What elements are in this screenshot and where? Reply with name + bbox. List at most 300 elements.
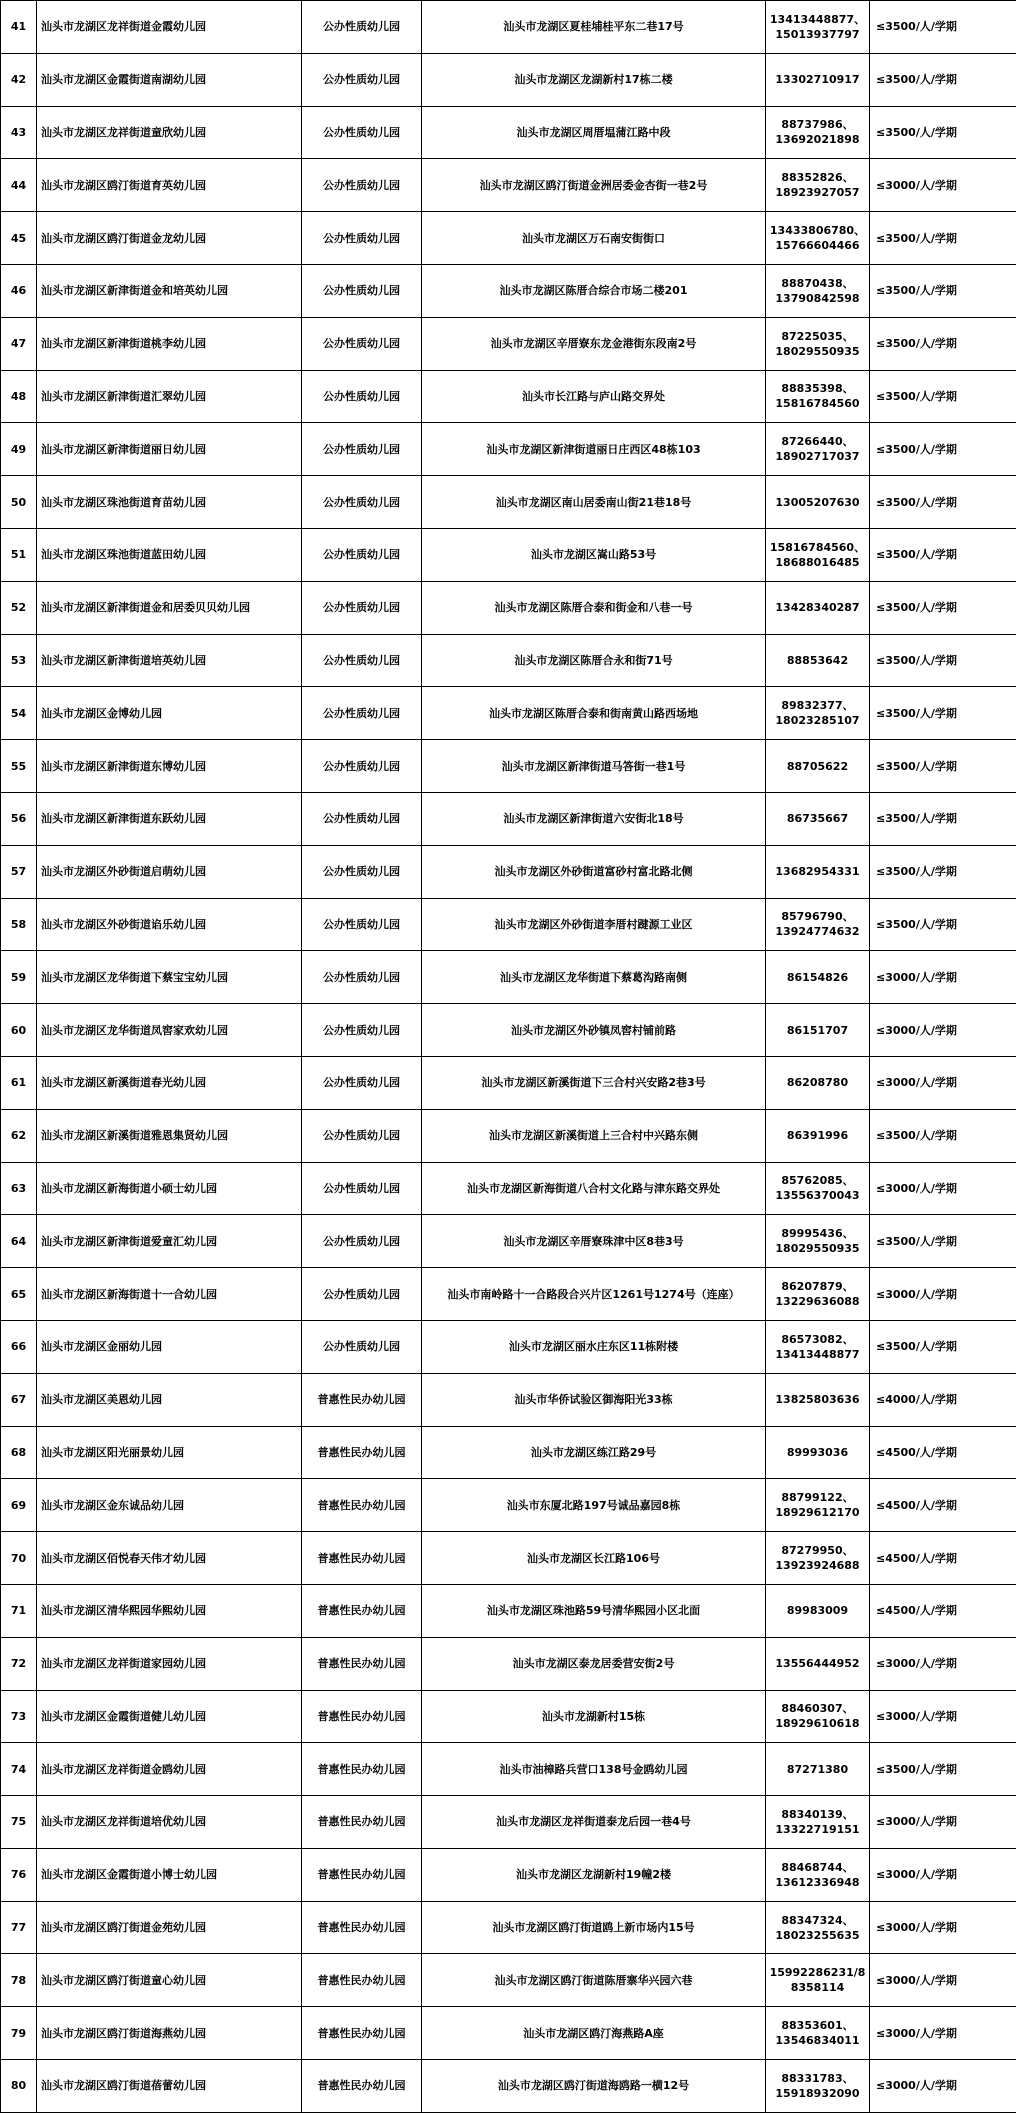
phone-line: 88353601、	[769, 2018, 866, 2033]
phone-line: 86151707	[769, 1023, 866, 1038]
phone-line: 89995436、	[769, 1226, 866, 1241]
table-row	[1, 581, 1016, 634]
kindergarten-address: 汕头市龙湖区外砂镇凤窖村铺前路	[422, 1004, 766, 1057]
table-row	[1, 317, 1016, 370]
kindergarten-type: 普惠性民办幼儿园	[302, 1532, 422, 1585]
kindergarten-name: 汕头市龙湖区新海街道十一合幼儿园	[37, 1268, 302, 1321]
row-number: 75	[1, 1796, 37, 1849]
phone-line: 13612336948	[769, 1875, 866, 1890]
kindergarten-phone	[766, 423, 870, 476]
kindergarten-fee: ≤3500/人/学期	[870, 1215, 1016, 1268]
kindergarten-phone	[766, 740, 870, 793]
kindergarten-type: 公办性质幼儿园	[302, 1004, 422, 1057]
row-number: 44	[1, 159, 37, 212]
kindergarten-phone	[766, 317, 870, 370]
kindergarten-address: 汕头市龙湖区龙湖新村19幢2楼	[422, 1848, 766, 1901]
phone-line: 89993036	[769, 1445, 866, 1460]
kindergarten-name: 汕头市龙湖区清华熙园华熙幼儿园	[37, 1584, 302, 1637]
table-row	[1, 1215, 1016, 1268]
kindergarten-fee: ≤3500/人/学期	[870, 1320, 1016, 1373]
row-number: 48	[1, 370, 37, 423]
kindergarten-name: 汕头市龙湖区龙华街道凤窖家欢幼儿园	[37, 1004, 302, 1057]
kindergarten-phone	[766, 1954, 870, 2007]
kindergarten-address: 汕头市华侨试验区御海阳光33栋	[422, 1373, 766, 1426]
kindergarten-type: 公办性质幼儿园	[302, 53, 422, 106]
kindergarten-phone	[766, 1637, 870, 1690]
kindergarten-phone	[766, 1796, 870, 1849]
row-number: 50	[1, 476, 37, 529]
phone-line: 88737986、	[769, 117, 866, 132]
phone-line: 18023255635	[769, 1928, 866, 1943]
kindergarten-address: 汕头市龙湖区鸥汀街道鸥上新市场内15号	[422, 1901, 766, 1954]
kindergarten-type: 公办性质幼儿园	[302, 1320, 422, 1373]
phone-line: 13005207630	[769, 495, 866, 510]
kindergarten-phone	[766, 951, 870, 1004]
phone-line: 87279950、	[769, 1543, 866, 1558]
kindergarten-address: 汕头市龙湖区鸥汀街道海鸥路一横12号	[422, 2060, 766, 2113]
kindergarten-fee: ≤3000/人/学期	[870, 159, 1016, 212]
phone-line: 18929612170	[769, 1505, 866, 1520]
kindergarten-name: 汕头市龙湖区新津街道爱童汇幼儿园	[37, 1215, 302, 1268]
kindergarten-fee: ≤3000/人/学期	[870, 1004, 1016, 1057]
table-row	[1, 1796, 1016, 1849]
table-row	[1, 740, 1016, 793]
kindergarten-address: 汕头市龙湖区练江路29号	[422, 1426, 766, 1479]
kindergarten-address: 汕头市龙湖区鸥汀街道陈厝寨华兴园六巷	[422, 1954, 766, 2007]
table-row	[1, 2060, 1016, 2113]
kindergarten-type: 公办性质幼儿园	[302, 1, 422, 54]
row-number: 60	[1, 1004, 37, 1057]
table-row	[1, 476, 1016, 529]
phone-line: 13556444952	[769, 1656, 866, 1671]
kindergarten-type: 普惠性民办幼儿园	[302, 1637, 422, 1690]
table-row	[1, 106, 1016, 159]
kindergarten-address: 汕头市龙湖区夏桂埔桂平东二巷17号	[422, 1, 766, 54]
kindergarten-address: 汕头市油樟路兵营口138号金鸥幼儿园	[422, 1743, 766, 1796]
kindergarten-phone	[766, 1426, 870, 1479]
kindergarten-name: 汕头市龙湖区金霞街道南湖幼儿园	[37, 53, 302, 106]
phone-line: 15816784560	[769, 396, 866, 411]
phone-line: 87271380	[769, 1762, 866, 1777]
kindergarten-name: 汕头市龙湖区龙祥街道家园幼儿园	[37, 1637, 302, 1690]
phone-line: 13302710917	[769, 72, 866, 87]
phone-line: 88870438、	[769, 276, 866, 291]
kindergarten-fee: ≤3500/人/学期	[870, 898, 1016, 951]
row-number: 53	[1, 634, 37, 687]
kindergarten-type: 普惠性民办幼儿园	[302, 1901, 422, 1954]
kindergarten-type: 普惠性民办幼儿园	[302, 1479, 422, 1532]
kindergarten-fee: ≤3500/人/学期	[870, 370, 1016, 423]
row-number: 79	[1, 2007, 37, 2060]
table-row	[1, 1004, 1016, 1057]
phone-line: 18929610618	[769, 1716, 866, 1731]
kindergarten-address: 汕头市龙湖区万石南安街街口	[422, 212, 766, 265]
kindergarten-fee: ≤3000/人/学期	[870, 1637, 1016, 1690]
table-row	[1, 1109, 1016, 1162]
kindergarten-address: 汕头市龙湖区长江路106号	[422, 1532, 766, 1585]
row-number: 61	[1, 1056, 37, 1109]
kindergarten-phone	[766, 476, 870, 529]
kindergarten-name: 汕头市龙湖区新津街道东博幼儿园	[37, 740, 302, 793]
table-row	[1, 792, 1016, 845]
kindergarten-name: 汕头市龙湖区龙祥街道金霞幼儿园	[37, 1, 302, 54]
phone-line: 13682954331	[769, 864, 866, 879]
kindergarten-fee: ≤4500/人/学期	[870, 1479, 1016, 1532]
phone-line: 13546834011	[769, 2033, 866, 2048]
kindergarten-type: 公办性质幼儿园	[302, 159, 422, 212]
kindergarten-name: 汕头市龙湖区外砂街道启萌幼儿园	[37, 845, 302, 898]
kindergarten-name: 汕头市龙湖区鸥汀街道蓓蕾幼儿园	[37, 2060, 302, 2113]
kindergarten-type: 普惠性民办幼儿园	[302, 1584, 422, 1637]
kindergarten-fee: ≤3500/人/学期	[870, 1, 1016, 54]
kindergarten-name: 汕头市龙湖区新海街道小硕士幼儿园	[37, 1162, 302, 1215]
table-row	[1, 212, 1016, 265]
row-number: 43	[1, 106, 37, 159]
kindergarten-address: 汕头市龙湖新村15栋	[422, 1690, 766, 1743]
phone-line: 13556370043	[769, 1188, 866, 1203]
row-number: 49	[1, 423, 37, 476]
kindergarten-phone	[766, 106, 870, 159]
table-row	[1, 951, 1016, 1004]
kindergarten-name: 汕头市龙湖区美恩幼儿园	[37, 1373, 302, 1426]
kindergarten-fee: ≤3000/人/学期	[870, 2060, 1016, 2113]
kindergarten-fee: ≤3500/人/学期	[870, 634, 1016, 687]
kindergarten-address: 汕头市龙湖区陈厝合泰和街金和八巷一号	[422, 581, 766, 634]
kindergarten-type: 公办性质幼儿园	[302, 898, 422, 951]
row-number: 45	[1, 212, 37, 265]
kindergarten-fee: ≤3500/人/学期	[870, 53, 1016, 106]
kindergarten-type: 公办性质幼儿园	[302, 476, 422, 529]
kindergarten-fee: ≤3000/人/学期	[870, 1848, 1016, 1901]
row-number: 59	[1, 951, 37, 1004]
kindergarten-type: 公办性质幼儿园	[302, 740, 422, 793]
kindergarten-name: 汕头市龙湖区鸥汀街道童心幼儿园	[37, 1954, 302, 2007]
kindergarten-type: 普惠性民办幼儿园	[302, 1796, 422, 1849]
kindergarten-type: 公办性质幼儿园	[302, 264, 422, 317]
phone-line: 13229636088	[769, 1294, 866, 1309]
kindergarten-address: 汕头市龙湖区新溪街道下三合村兴安路2巷3号	[422, 1056, 766, 1109]
kindergarten-name: 汕头市龙湖区龙华街道下蔡宝宝幼儿园	[37, 951, 302, 1004]
kindergarten-fee: ≤3500/人/学期	[870, 581, 1016, 634]
kindergarten-fee: ≤4500/人/学期	[870, 1426, 1016, 1479]
phone-line: 13433806780、	[769, 223, 866, 238]
kindergarten-fee: ≤3000/人/学期	[870, 1901, 1016, 1954]
kindergarten-name: 汕头市龙湖区佰悦春天伟才幼儿园	[37, 1532, 302, 1585]
kindergarten-fee: ≤3000/人/学期	[870, 1796, 1016, 1849]
kindergarten-type: 公办性质幼儿园	[302, 634, 422, 687]
table-row	[1, 1848, 1016, 1901]
kindergarten-phone	[766, 1743, 870, 1796]
kindergarten-name: 汕头市龙湖区金霞街道健儿幼儿园	[37, 1690, 302, 1743]
kindergarten-phone	[766, 687, 870, 740]
phone-line: 18688016485	[769, 555, 866, 570]
kindergarten-name: 汕头市龙湖区鸥汀街道金苑幼儿园	[37, 1901, 302, 1954]
table-row	[1, 1954, 1016, 2007]
table-row	[1, 2007, 1016, 2060]
phone-line: 13923924688	[769, 1558, 866, 1573]
kindergarten-address: 汕头市龙湖区鸥汀街道金洲居委金杏街一巷2号	[422, 159, 766, 212]
kindergarten-address: 汕头市龙湖区陈厝合泰和街南黄山路西场地	[422, 687, 766, 740]
kindergarten-name: 汕头市龙湖区龙祥街道童欣幼儿园	[37, 106, 302, 159]
row-number: 71	[1, 1584, 37, 1637]
kindergarten-phone	[766, 634, 870, 687]
phone-line: 86735667	[769, 811, 866, 826]
row-number: 74	[1, 1743, 37, 1796]
kindergarten-address: 汕头市长江路与庐山路交界处	[422, 370, 766, 423]
kindergarten-address: 汕头市龙湖区外砂街道富砂村富北路北侧	[422, 845, 766, 898]
kindergarten-fee: ≤4500/人/学期	[870, 1584, 1016, 1637]
phone-line: 15766604466	[769, 238, 866, 253]
table-row	[1, 53, 1016, 106]
table-row	[1, 528, 1016, 581]
kindergarten-address: 汕头市龙湖区外砂街道李厝村踺源工业区	[422, 898, 766, 951]
kindergarten-type: 公办性质幼儿园	[302, 423, 422, 476]
kindergarten-name: 汕头市龙湖区新津街道培英幼儿园	[37, 634, 302, 687]
kindergarten-name: 汕头市龙湖区珠池街道育苗幼儿园	[37, 476, 302, 529]
kindergarten-address: 汕头市龙湖区泰龙居委营安街2号	[422, 1637, 766, 1690]
kindergarten-name: 汕头市龙湖区新溪街道雅恩集贤幼儿园	[37, 1109, 302, 1162]
kindergarten-address: 汕头市龙湖区新津街道六安街北18号	[422, 792, 766, 845]
kindergarten-fee: ≤3000/人/学期	[870, 1162, 1016, 1215]
kindergarten-type: 公办性质幼儿园	[302, 1162, 422, 1215]
kindergarten-fee: ≤3500/人/学期	[870, 687, 1016, 740]
table-row	[1, 159, 1016, 212]
row-number: 52	[1, 581, 37, 634]
table-row	[1, 1690, 1016, 1743]
kindergarten-address: 汕头市龙湖区嵩山路53号	[422, 528, 766, 581]
table-row	[1, 845, 1016, 898]
kindergarten-fee: ≤4500/人/学期	[870, 1532, 1016, 1585]
kindergarten-name: 汕头市龙湖区阳光丽景幼儿园	[37, 1426, 302, 1479]
kindergarten-type: 公办性质幼儿园	[302, 687, 422, 740]
phone-line: 86573082、	[769, 1332, 866, 1347]
table-row	[1, 1637, 1016, 1690]
phone-line: 89983009	[769, 1603, 866, 1618]
kindergarten-address: 汕头市龙湖区周厝塭蒲江路中段	[422, 106, 766, 159]
kindergarten-type: 普惠性民办幼儿园	[302, 2060, 422, 2113]
kindergarten-fee: ≤3000/人/学期	[870, 1690, 1016, 1743]
kindergarten-address: 汕头市南岭路十一合路段合兴片区1261号1274号（连座）	[422, 1268, 766, 1321]
kindergarten-name: 汕头市龙湖区新津街道桃李幼儿园	[37, 317, 302, 370]
kindergarten-type: 普惠性民办幼儿园	[302, 2007, 422, 2060]
kindergarten-fee: ≤3000/人/学期	[870, 1268, 1016, 1321]
kindergarten-fee: ≤3000/人/学期	[870, 951, 1016, 1004]
kindergarten-type: 公办性质幼儿园	[302, 951, 422, 1004]
table-row	[1, 1479, 1016, 1532]
table-row	[1, 1901, 1016, 1954]
kindergarten-name: 汕头市龙湖区金霞街道小博士幼儿园	[37, 1848, 302, 1901]
kindergarten-name: 汕头市龙湖区新津街道丽日幼儿园	[37, 423, 302, 476]
phone-line: 88331783、	[769, 2071, 866, 2086]
kindergarten-phone	[766, 845, 870, 898]
row-number: 66	[1, 1320, 37, 1373]
phone-line: 89832377、	[769, 698, 866, 713]
kindergarten-address: 汕头市龙湖区辛厝寮珠津中区8巷3号	[422, 1215, 766, 1268]
kindergarten-type: 公办性质幼儿园	[302, 317, 422, 370]
kindergarten-phone	[766, 2060, 870, 2113]
kindergarten-fee: ≤3500/人/学期	[870, 423, 1016, 476]
kindergarten-fee: ≤3500/人/学期	[870, 528, 1016, 581]
phone-line: 13428340287	[769, 600, 866, 615]
row-number: 65	[1, 1268, 37, 1321]
kindergarten-type: 公办性质幼儿园	[302, 1268, 422, 1321]
kindergarten-address: 汕头市龙湖区龙华街道下蔡葛沟路南侧	[422, 951, 766, 1004]
kindergarten-fee: ≤3000/人/学期	[870, 1056, 1016, 1109]
kindergarten-fee: ≤3500/人/学期	[870, 1743, 1016, 1796]
row-number: 78	[1, 1954, 37, 2007]
kindergarten-type: 公办性质幼儿园	[302, 528, 422, 581]
kindergarten-phone	[766, 159, 870, 212]
phone-line: 86391996	[769, 1128, 866, 1143]
kindergarten-phone	[766, 1690, 870, 1743]
phone-line: 15992286231/8	[769, 1965, 866, 1980]
table-row	[1, 1532, 1016, 1585]
kindergarten-name: 汕头市龙湖区金东诚品幼儿园	[37, 1479, 302, 1532]
phone-line: 86208780	[769, 1075, 866, 1090]
kindergarten-phone	[766, 1848, 870, 1901]
kindergarten-phone	[766, 1268, 870, 1321]
phone-line: 15918932090	[769, 2086, 866, 2101]
kindergarten-fee: ≤3000/人/学期	[870, 1954, 1016, 2007]
table-row	[1, 1373, 1016, 1426]
row-number: 55	[1, 740, 37, 793]
kindergarten-fee: ≤4000/人/学期	[870, 1373, 1016, 1426]
kindergarten-name: 汕头市龙湖区龙祥街道培优幼儿园	[37, 1796, 302, 1849]
row-number: 58	[1, 898, 37, 951]
phone-line: 88705622	[769, 759, 866, 774]
table-row	[1, 634, 1016, 687]
phone-line: 15013937797	[769, 27, 866, 42]
kindergarten-type: 公办性质幼儿园	[302, 581, 422, 634]
kindergarten-type: 公办性质幼儿园	[302, 1109, 422, 1162]
phone-line: 8358114	[769, 1980, 866, 1995]
kindergarten-phone	[766, 1162, 870, 1215]
phone-line: 88799122、	[769, 1490, 866, 1505]
kindergarten-address: 汕头市龙湖区新海街道八合村文化路与津东路交界处	[422, 1162, 766, 1215]
table-row	[1, 1056, 1016, 1109]
kindergarten-name: 汕头市龙湖区鸥汀街道海燕幼儿园	[37, 2007, 302, 2060]
kindergarten-phone	[766, 1584, 870, 1637]
kindergarten-type: 公办性质幼儿园	[302, 212, 422, 265]
kindergarten-address: 汕头市龙湖区陈厝合永和街71号	[422, 634, 766, 687]
kindergarten-type: 公办性质幼儿园	[302, 106, 422, 159]
kindergarten-phone	[766, 1479, 870, 1532]
kindergarten-name: 汕头市龙湖区新津街道东跃幼儿园	[37, 792, 302, 845]
table-row	[1, 1426, 1016, 1479]
kindergarten-address: 汕头市龙湖区新津街道马答街一巷1号	[422, 740, 766, 793]
phone-line: 18029550935	[769, 1241, 866, 1256]
kindergarten-name: 汕头市龙湖区金丽幼儿园	[37, 1320, 302, 1373]
table-body	[1, 1, 1016, 2113]
kindergarten-address: 汕头市龙湖区南山居委南山街21巷18号	[422, 476, 766, 529]
kindergarten-type: 普惠性民办幼儿园	[302, 1743, 422, 1796]
table-row	[1, 1584, 1016, 1637]
phone-line: 13413448877、	[769, 12, 866, 27]
phone-line: 88460307、	[769, 1701, 866, 1716]
kindergarten-address: 汕头市龙湖区丽水庄东区11栋附楼	[422, 1320, 766, 1373]
kindergarten-phone	[766, 53, 870, 106]
kindergarten-type: 公办性质幼儿园	[302, 1215, 422, 1268]
row-number: 51	[1, 528, 37, 581]
kindergarten-name: 汕头市龙湖区新津街道金和培英幼儿园	[37, 264, 302, 317]
kindergarten-fee: ≤3500/人/学期	[870, 212, 1016, 265]
phone-line: 13924774632	[769, 924, 866, 939]
kindergarten-phone	[766, 1901, 870, 1954]
kindergarten-address: 汕头市龙湖区龙祥街道泰龙后园一巷4号	[422, 1796, 766, 1849]
table-row	[1, 1268, 1016, 1321]
kindergarten-phone	[766, 1532, 870, 1585]
phone-line: 85762085、	[769, 1173, 866, 1188]
phone-line: 86154826	[769, 970, 866, 985]
phone-line: 13413448877	[769, 1347, 866, 1362]
kindergarten-phone	[766, 1215, 870, 1268]
phone-line: 18029550935	[769, 344, 866, 359]
kindergarten-phone	[766, 528, 870, 581]
kindergarten-type: 普惠性民办幼儿园	[302, 1848, 422, 1901]
kindergarten-address: 汕头市龙湖区珠池路59号清华熙园小区北面	[422, 1584, 766, 1637]
kindergarten-fee: ≤3500/人/学期	[870, 792, 1016, 845]
row-number: 54	[1, 687, 37, 740]
kindergarten-phone	[766, 212, 870, 265]
row-number: 73	[1, 1690, 37, 1743]
table-row	[1, 1320, 1016, 1373]
row-number: 76	[1, 1848, 37, 1901]
row-number: 68	[1, 1426, 37, 1479]
kindergarten-name: 汕头市龙湖区新津街道汇翠幼儿园	[37, 370, 302, 423]
kindergarten-type: 公办性质幼儿园	[302, 370, 422, 423]
row-number: 46	[1, 264, 37, 317]
kindergarten-fee: ≤3500/人/学期	[870, 317, 1016, 370]
phone-line: 13825803636	[769, 1392, 866, 1407]
row-number: 77	[1, 1901, 37, 1954]
phone-line: 88340139、	[769, 1807, 866, 1822]
kindergarten-address: 汕头市龙湖区新津街道丽日庄西区48栋103	[422, 423, 766, 476]
kindergarten-type: 普惠性民办幼儿园	[302, 1373, 422, 1426]
kindergarten-fee: ≤3000/人/学期	[870, 2007, 1016, 2060]
kindergarten-fee: ≤3500/人/学期	[870, 740, 1016, 793]
kindergarten-type: 普惠性民办幼儿园	[302, 1954, 422, 2007]
row-number: 63	[1, 1162, 37, 1215]
phone-line: 18923927057	[769, 185, 866, 200]
kindergarten-fee: ≤3500/人/学期	[870, 264, 1016, 317]
kindergarten-phone	[766, 1, 870, 54]
kindergarten-type: 普惠性民办幼儿园	[302, 1426, 422, 1479]
row-number: 47	[1, 317, 37, 370]
kindergarten-fee: ≤3500/人/学期	[870, 845, 1016, 898]
phone-line: 18023285107	[769, 713, 866, 728]
row-number: 41	[1, 1, 37, 54]
kindergarten-phone	[766, 1056, 870, 1109]
table-row	[1, 264, 1016, 317]
kindergarten-phone	[766, 898, 870, 951]
kindergarten-address: 汕头市龙湖区龙湖新村17栋二楼	[422, 53, 766, 106]
kindergarten-type: 公办性质幼儿园	[302, 792, 422, 845]
kindergarten-type: 普惠性民办幼儿园	[302, 1690, 422, 1743]
table-row	[1, 370, 1016, 423]
row-number: 56	[1, 792, 37, 845]
kindergarten-type: 公办性质幼儿园	[302, 1056, 422, 1109]
phone-line: 13692021898	[769, 132, 866, 147]
kindergarten-name: 汕头市龙湖区鸥汀街道育英幼儿园	[37, 159, 302, 212]
table-row	[1, 1, 1016, 54]
kindergarten-address: 汕头市东厦北路197号诚品嘉园8栋	[422, 1479, 766, 1532]
kindergarten-name: 汕头市龙湖区珠池街道蓝田幼儿园	[37, 528, 302, 581]
kindergarten-address: 汕头市龙湖区新溪街道上三合村中兴路东侧	[422, 1109, 766, 1162]
kindergarten-name: 汕头市龙湖区新溪街道春光幼儿园	[37, 1056, 302, 1109]
kindergarten-phone	[766, 581, 870, 634]
row-number: 42	[1, 53, 37, 106]
kindergarten-name: 汕头市龙湖区新津街道金和居委贝贝幼儿园	[37, 581, 302, 634]
